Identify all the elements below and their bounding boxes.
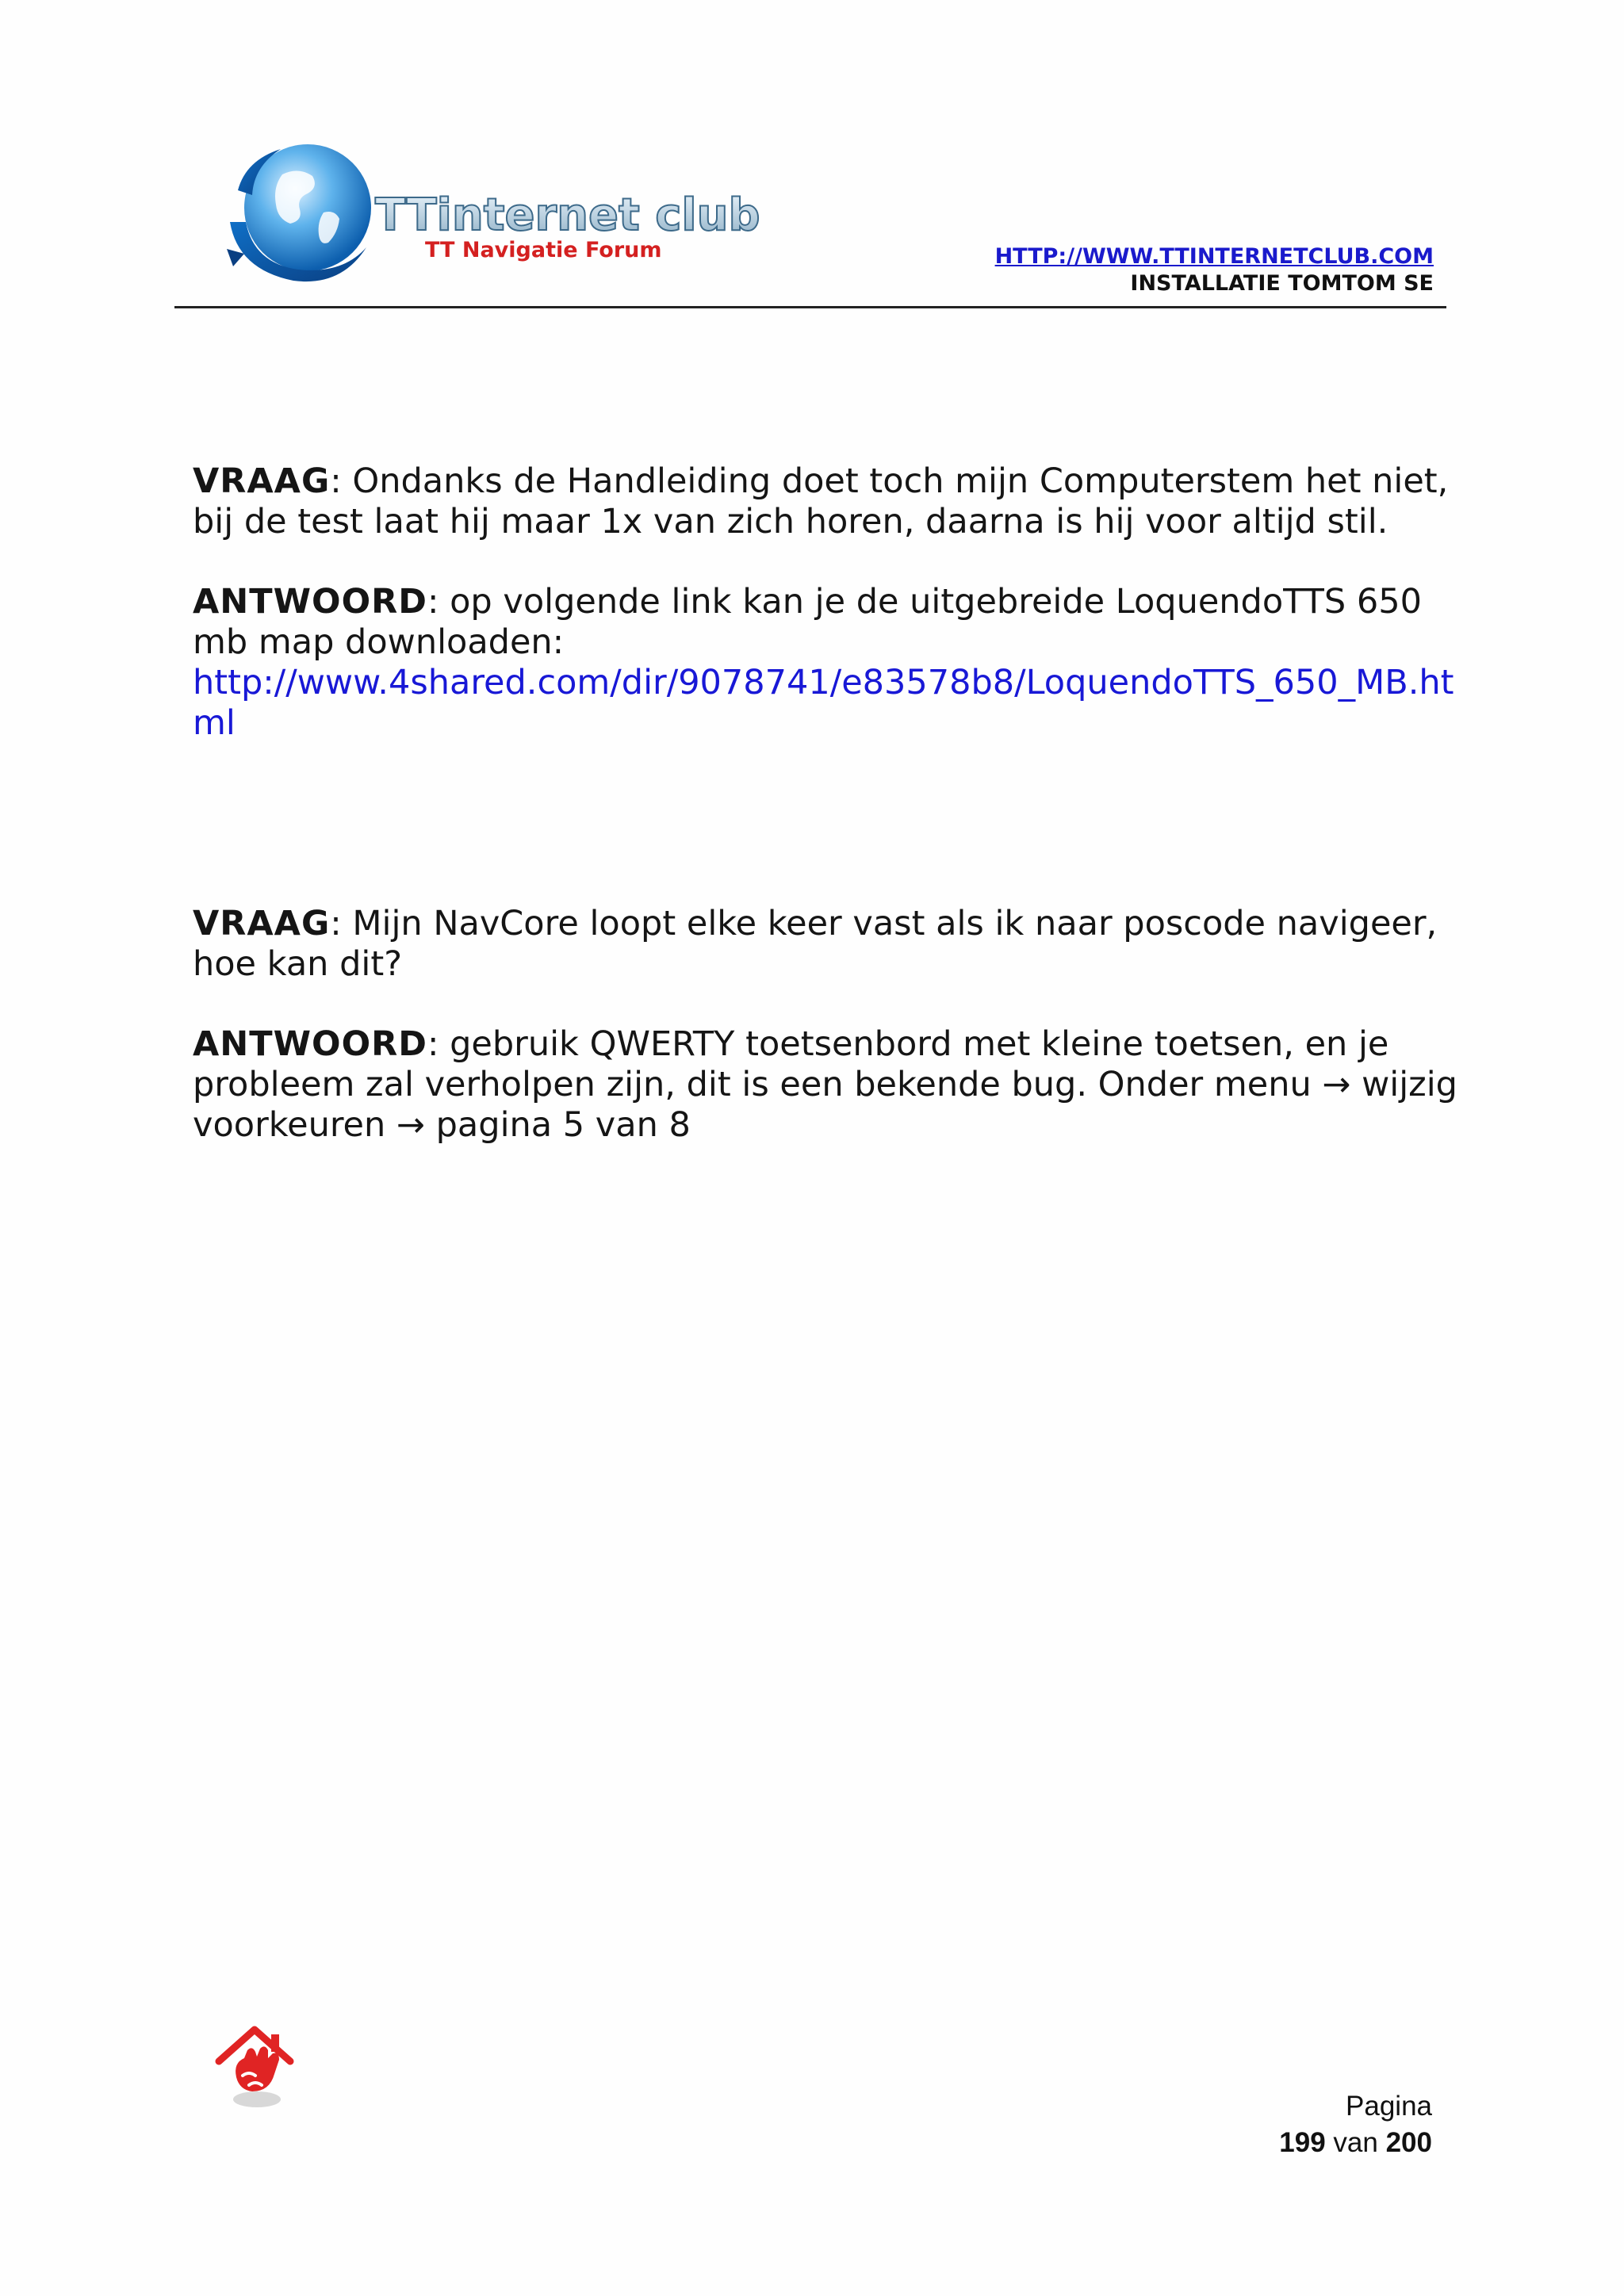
globe-icon [213,135,379,293]
page-number [1279,2088,1432,2161]
answer-1 [193,582,1461,663]
brand-title [375,189,760,244]
page-label: Pagina [1346,2091,1432,2122]
answer-text: : gebruik QWERTY toetsenbord met kleine toetsen, en je probleem zal verholpen zijn, dit is een bekende bug. Onder menu → wijzig voorkeuren → pagina 5 van 8 [193,1024,1457,1145]
question-label: VRAAG [193,904,331,943]
answer-label: ANTWOORD [193,582,427,622]
home-hand-icon [208,2022,301,2115]
download-link[interactable]: http://www.4shared.com/dir/9078741/e83578b8/LoquendoTTS_650_MB.html [193,663,1454,743]
header-divider [174,306,1446,308]
header-document-title: INSTALLATIE TOMTOM SE [1130,271,1434,296]
question-2 [193,904,1461,985]
question-text: : Ondanks de Handleiding doet toch mijn Computerstem het niet, bij de test laat hij maar 1x van zich horen, daarna is hij voor altijd stil. [193,461,1449,541]
page-count: 199 van 200 [1279,2127,1432,2158]
question-label: VRAAG [193,461,331,501]
question-1 [193,461,1461,542]
header-url-link[interactable]: HTTP://WWW.TTINTERNETCLUB.COM [994,244,1434,269]
brand-subtitle: TT Navigatie Forum [425,238,662,262]
document-body [193,461,1461,1146]
header-info [995,243,1434,297]
question-text: : Mijn NavCore loopt elke keer vast als ik naar poscode navigeer, hoe kan dit? [193,904,1438,984]
answer-2 [193,1024,1461,1146]
answer-text: : op volgende link kan je de uitgebreide LoquendoTTS 650 mb map downloaden: [193,582,1422,662]
tt-internet-club-logo [213,135,760,293]
answer-label: ANTWOORD [193,1024,427,1064]
qa-block-1 [193,461,1461,744]
svg-text:TTinternet club: TTinternet club [375,189,760,241]
qa-block-2 [193,904,1461,1146]
